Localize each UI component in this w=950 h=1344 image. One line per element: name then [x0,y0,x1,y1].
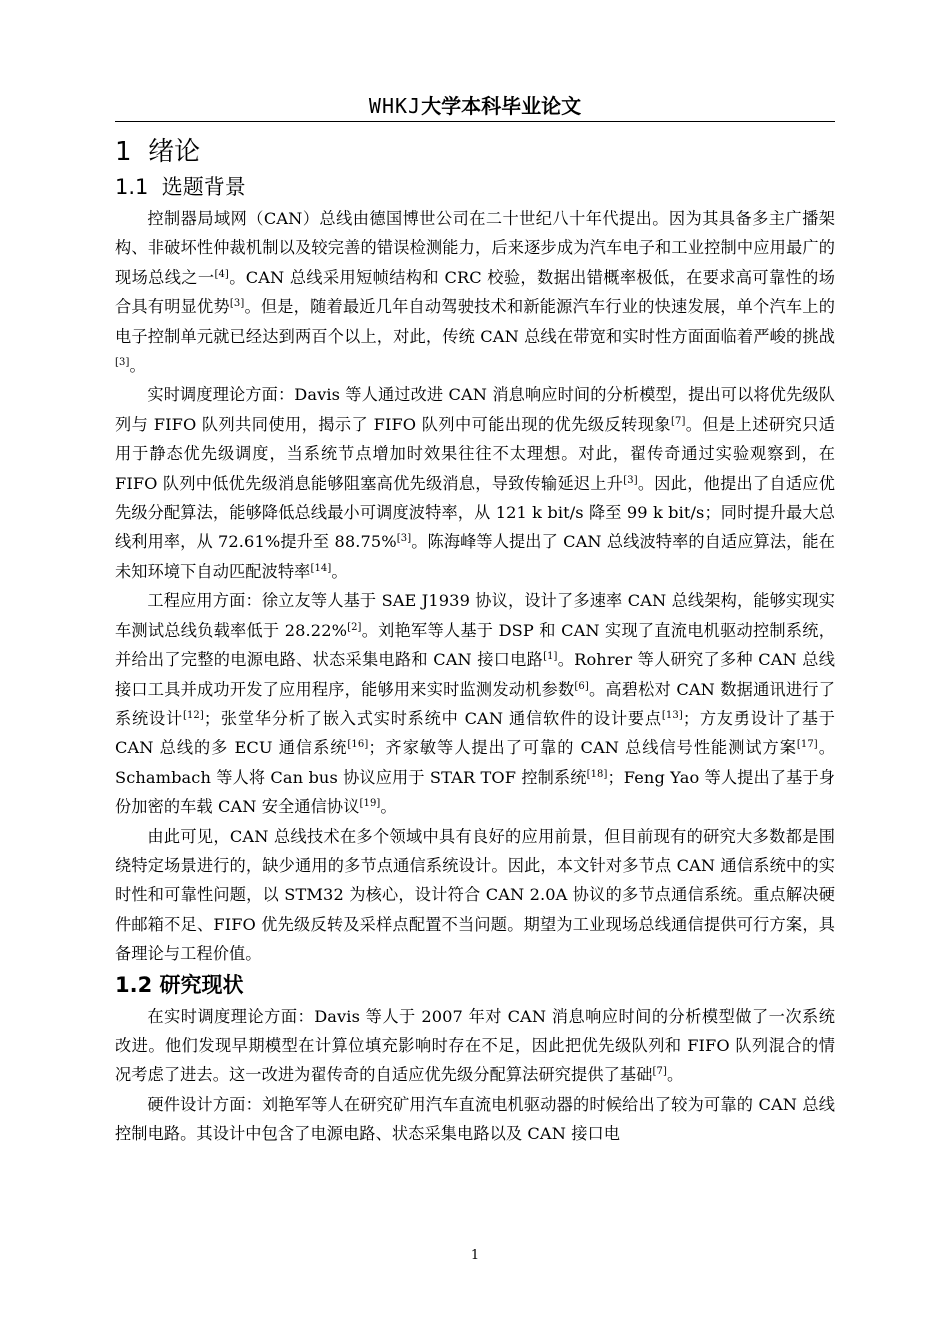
paragraph [115,586,835,821]
citation-mark: [18] [586,768,608,780]
header-title: 大学本科毕业论文 [421,94,582,118]
running-header [115,93,835,119]
section-number: 1.1 [115,175,149,199]
paragraph [115,1002,835,1090]
citation-mark: [13] [661,709,683,721]
paragraph-text: 。 [331,561,348,581]
citation-mark: [2] [347,621,362,633]
paragraph-text: 。刘艳军等人基于 DSP 和 CAN 实现了直流电机驱动控制系统，并给出了完整的电源电路、状态采集电路和 CAN 接口电路 [115,620,835,670]
paragraph-text: 。但是，随着最近几年自动驾驶技术和新能源汽车行业的快速发展，单个汽车上的电子控制单元就已经达到两百个以上，对此，传统 CAN 总线在带宽和实时性方面面临着严峻的挑战 [115,297,835,346]
citation-mark: [12] [182,709,204,721]
paragraph-text: ；齐家敏等人提出了可靠的 CAN 总线信号性能测试方案 [368,738,797,758]
section-heading-1-2: 1.2 研究现状 [115,972,244,997]
paragraph-text: 工程应用方面：徐立友等人基于 SAE J1939 协议，设计了多速率 CAN 总线架构，能够实现实车测试总线负载率低于 28.22% [115,591,835,640]
paragraph-text: 。高碧松对 CAN 数据通讯进行了系统设计 [115,679,835,728]
header-prefix: WHKJ [368,94,422,118]
paragraph [115,1090,835,1149]
paragraph-text: 。但是上述研究只适用于静态优先级调度，当系统节点增加时效果往往不太理想。对此，翟传奇通过实验观察到，在 FIFO 队列中低优先级消息能够阻塞高优先级消息，导致传输延迟上升 [115,414,835,493]
citation-mark: [7] [652,1066,667,1078]
paragraph-text: 硬件设计方面：刘艳军等人在研究矿用汽车直流电机驱动器的时候给出了较为可靠的 CAN 总线控制电路。其设计中包含了电源电路、状态采集电路以及 CAN 接口电 [115,1094,835,1144]
paragraph-text: 。Rohrer 等人研究了多种 CAN 总线接口工具并成功开发了应用程序，能够用来实时监测发动机参数 [115,650,835,699]
paragraph-text: 由此可见，CAN 总线技术在多个领域中具有良好的应用前景，但目前现有的研究大多数都是围绕特定场景进行的，缺少通用的多节点通信系统设计。因此，本文针对多节点 CAN 通信系统中的实时性和可靠性问题，以 STM32 为核心，设计符合 CAN 2.0A 协议的多节点通信系统。重点解决硬件邮箱不足、FIFO 优先级反转及采样点配置不当问题。期望为工业现场总线通信提供可行方案，具备理论与工程价值。 [115,826,835,964]
paragraph [115,204,835,380]
paragraph [115,380,835,586]
paragraph-text: 。 [129,356,146,376]
section-1-2-body [115,1002,835,1149]
citation-mark: [3] [396,533,412,545]
section-1-1-body [115,204,835,969]
header-rule [115,121,835,122]
citation-mark: [6] [574,680,589,692]
page-number: 1 [470,1248,480,1263]
citation-mark: [14] [310,562,332,574]
paragraph-text: 。 [666,1065,684,1085]
paragraph-text: 实时调度理论方面：Davis 等人通过改进 CAN 消息响应时间的分析模型，提出可以将优先级队列与 FIFO 队列共同使用，揭示了 FIFO 队列中可能出现的优先级反转现象 [115,385,835,434]
chapter-title: 绪论 [148,137,201,167]
section-heading-1-1 [115,171,835,204]
paragraph-text: 。陈海峰等人提出了 CAN 总线波特率的自适应算法，能在未知环境下自动匹配波特率 [115,532,835,581]
paragraph-text: 。CAN 总线采用短帧结构和 CRC 校验，数据出错概率极低，在要求高可靠性的场合具有明显优势 [115,267,835,317]
paragraph-text: ；Feng Yao 等人提出了基于身份加密的车载 CAN 安全通信协议 [115,767,835,817]
chapter-heading [115,133,835,171]
page-body [115,133,835,1149]
paragraph-text: ；方友勇设计了基于 CAN 总线的多 ECU 通信系统 [115,708,835,758]
citation-mark: [3] [229,298,245,310]
citation-mark: [4] [214,268,229,280]
chapter-number: 1 [115,137,132,167]
section-title: 选题背景 [161,175,246,199]
citation-mark: [19] [359,798,381,810]
citation-mark: [1] [543,651,558,663]
paragraph-text: 。 [380,797,397,817]
paragraph-text: ；张堂华分析了嵌入式实时系统中 CAN 通信软件的设计要点 [203,708,662,728]
paragraph-text: 控制器局域网（CAN）总线由德国博世公司在二十世纪八十年代提出。因为其具备多主广播架构、非破坏性仲裁机制以及较完善的错误检测能力，后来逐步成为汽车电子和工业控制中应用最广的现场总线之一 [115,209,835,287]
citation-mark: [3] [623,474,638,486]
paragraph-text: 。因此，他提出了自适应优先级分配算法，能够降低总线最小可调度波特率，从 121 k bit/s 降至 99 k bit/s；同时提升最大总线利用率，从 72.61%提升至 88.75% [115,473,835,552]
citation-mark: [17] [796,739,818,751]
citation-mark: [3] [115,357,130,369]
paragraph-text: 在实时调度理论方面：Davis 等人于 2007 年对 CAN 消息响应时间的分析模型做了一次系统改进。他们发现早期模型在计算位填充影响时存在不足，因此把优先级队列和 FIFO 队列混合的情况考虑了进去。这一改进为翟传奇的自适应优先级分配算法研究提供了基础 [115,1006,835,1085]
paragraph-text: 。Schambach 等人将 Can bus 协议应用于 STAR TOF 控制系统 [115,738,835,787]
citation-mark: [7] [670,415,686,427]
paragraph [115,822,835,969]
citation-mark: [16] [347,739,369,751]
